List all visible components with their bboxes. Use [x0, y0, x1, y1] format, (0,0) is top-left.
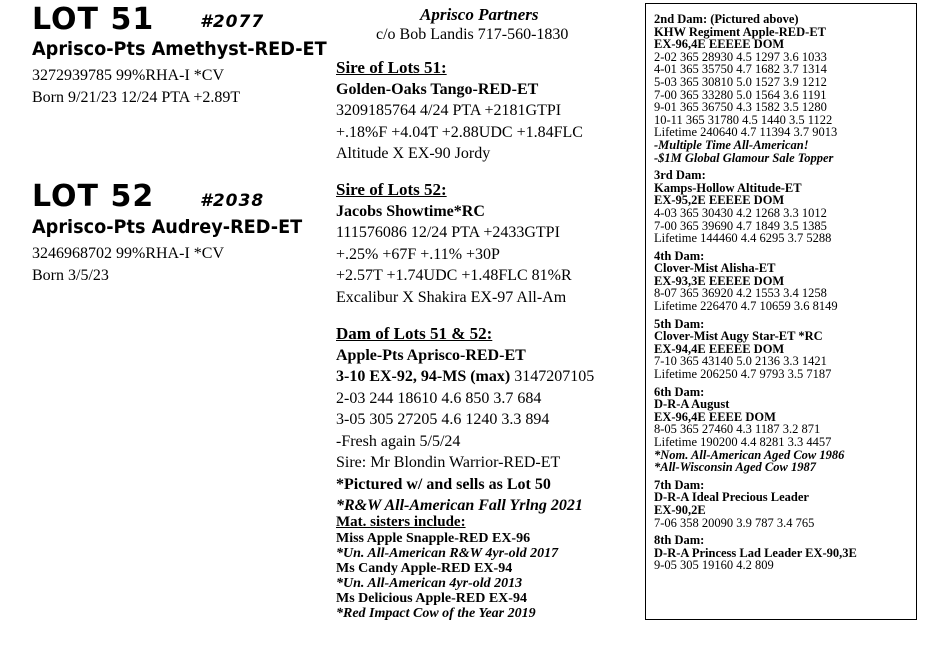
pedigree-classification: EX-93,3E EEEEE DOM	[654, 273, 785, 288]
pedigree-record: Lifetime 144460 4.4 6295 3.7 5288	[654, 231, 832, 246]
lot-52-registration: 3246968702 99%RHA-I *CV	[32, 245, 224, 262]
lot-51-name: Aprisco-Pts Amethyst-RED-ET	[32, 38, 327, 60]
sire-52-name: Jacobs Showtime*RC	[336, 202, 485, 220]
pedigree-record: 8-07 365 36920 4.2 1553 3.4 1258	[654, 286, 827, 301]
pedigree-name: D-R-A August	[654, 397, 730, 412]
pedigree-name: Clover-Mist Alisha-ET	[654, 261, 776, 276]
lot-51-tag: #2077	[200, 12, 265, 32]
pedigree-record: 7-06 358 20090 3.9 787 3.4 765	[654, 515, 815, 530]
sister-note: *Red Impact Cow of the Year 2019	[336, 606, 536, 621]
dam-record-1: 2-03 244 18610 4.6 850 3.7 684	[336, 389, 542, 407]
dam-sire: Sire: Mr Blondin Warrior-RED-ET	[336, 454, 561, 471]
sire-52-line2: +.25% +67F +.11% +30P	[336, 245, 500, 263]
dam-fresh: -Fresh again 5/5/24	[336, 432, 461, 450]
pedigree-record: 9-05 305 19160 4.2 809	[654, 558, 774, 573]
pedigree-record: 10-11 365 31780 4.5 1440 3.5 1122	[654, 112, 833, 127]
maternal-sisters-block	[336, 514, 558, 621]
sire-51-line2: +.18%F +4.04T +2.88UDC +1.84FLC	[336, 123, 583, 141]
pedigree-heading: 5th Dam:	[654, 316, 705, 331]
pedigree-record: 4-03 365 30430 4.2 1268 3.3 1012	[654, 205, 827, 220]
dam-name: Apple-Pts Aprisco-RED-ET	[336, 346, 526, 364]
dam-pictured: *Pictured w/ and sells as Lot 50	[336, 475, 551, 493]
pedigree-record: 7-10 365 43140 5.0 2136 3.3 1421	[654, 354, 827, 369]
pedigree-heading: 2nd Dam: (Pictured above)	[654, 12, 799, 26]
sire-52-block	[336, 179, 572, 308]
dam-registration: 3147207105	[510, 368, 595, 385]
dam-score: 3-10 EX-92, 94-MS (max)	[336, 368, 511, 385]
pedigree-dam	[654, 534, 916, 572]
sire-51-heading: Sire of Lots 51:	[336, 58, 447, 77]
pedigree-record: Lifetime 240640 4.7 11394 3.7 9013	[654, 125, 838, 140]
pedigree-record: 8-05 365 27460 4.3 1187 3.2 871	[654, 422, 821, 437]
pedigree-note: *All-Wisconsin Aged Cow 1987	[654, 460, 816, 475]
pedigree-list	[646, 4, 916, 572]
pedigree-record: Lifetime 226470 4.7 10659 3.6 8149	[654, 299, 838, 314]
pedigree-note: -Multiple Time All-American!	[654, 137, 809, 152]
dam-award: *R&W All-American Fall Yrlng 2021	[336, 497, 583, 514]
pedigree-note: -$1M Global Glamour Sale Topper	[654, 150, 834, 165]
lot-52-label: LOT 52	[32, 179, 155, 214]
sire-52-line3: +2.57T +1.74UDC +1.48FLC 81%R	[336, 267, 572, 284]
pedigree-name: D-R-A Ideal Precious Leader	[654, 490, 809, 505]
pedigree-classification: EX-94,4E EEEEE DOM	[654, 341, 785, 356]
pedigree-record: 4-01 365 35750 4.7 1682 3.7 1314	[654, 62, 827, 77]
dam-record-2: 3-05 305 27205 4.6 1240 3.3 894	[336, 411, 550, 428]
maternal-sisters-list	[336, 531, 558, 621]
pedigree-classification: EX-96,4E EEEE DOM	[654, 409, 776, 424]
sire-52-line1: 111576086 12/24 PTA +2433GTPI	[336, 224, 560, 241]
lot-51-registration: 3272939785 99%RHA-I *CV	[32, 67, 224, 84]
pedigree-name: KHW Regiment Apple-RED-ET	[654, 24, 826, 39]
pedigree-record: 5-03 365 30810 5.0 1527 3.9 1212	[654, 74, 827, 89]
sire-51-line1: 3209185764 4/24 PTA +2181GTPI	[336, 102, 562, 119]
pedigree-name: D-R-A Princess Lad Leader EX-90,3E	[654, 545, 857, 560]
sister-name: Miss Apple Snapple-RED EX-96	[336, 531, 531, 546]
sire-52-line4: Excalibur X Shakira EX-97 All-Am	[336, 288, 567, 306]
pedigree-classification: EX-96,4E EEEEE DOM	[654, 37, 785, 52]
pedigree-record: 2-02 365 28930 4.5 1297 3.6 1033	[654, 49, 827, 64]
pedigree-dam	[654, 250, 916, 313]
pedigree-record: 9-01 365 36750 4.3 1582 3.5 1280	[654, 100, 827, 115]
pedigree-heading: 7th Dam:	[654, 477, 705, 492]
sire-52-heading: Sire of Lots 52:	[336, 180, 447, 199]
pedigree-heading: 6th Dam:	[654, 384, 705, 399]
pedigree-classification: EX-95,2E EEEEE DOM	[654, 193, 785, 208]
lot-52-born: Born 3/5/23	[32, 267, 109, 284]
pedigree-record: 7-00 365 33280 5.0 1564 3.6 1191	[654, 87, 827, 102]
pedigree-classification: EX-90,2E	[654, 502, 706, 517]
pedigree-dam	[654, 318, 916, 381]
pedigree-heading: 3rd Dam:	[654, 168, 706, 183]
consignor-contact: c/o Bob Landis 717-560-1830	[376, 26, 569, 43]
sister-name: Ms Delicious Apple-RED EX-94	[336, 591, 527, 606]
pedigree-dam	[654, 13, 916, 164]
pedigree-box	[645, 3, 917, 620]
sister-name: Ms Candy Apple-RED EX-94	[336, 561, 513, 576]
pedigree-dam	[654, 479, 916, 529]
lot-52-name: Aprisco-Pts Audrey-RED-ET	[32, 216, 303, 238]
sister-note: *Un. All-American R&W 4yr-old 2017	[336, 546, 559, 561]
sire-51-line3: Altitude X EX-90 Jordy	[336, 145, 491, 162]
pedigree-heading: 8th Dam:	[654, 533, 705, 548]
lot-52-tag: #2038	[200, 191, 265, 211]
pedigree-heading: 4th Dam:	[654, 248, 705, 263]
dam-heading: Dam of Lots 51 & 52:	[336, 324, 493, 343]
pedigree-name: Kamps-Hollow Altitude-ET	[654, 180, 802, 195]
sire-51-block	[336, 57, 583, 165]
pedigree-record: 7-00 365 39690 4.7 1849 3.5 1385	[654, 218, 827, 233]
pedigree-dam	[654, 386, 916, 474]
pedigree-record: Lifetime 190200 4.4 8281 3.3 4457	[654, 435, 832, 449]
pedigree-dam	[654, 169, 916, 245]
maternal-sisters-heading: Mat. sisters include:	[336, 514, 466, 530]
pedigree-name: Clover-Mist Augy Star-ET *RC	[654, 329, 823, 344]
lot-51-label: LOT 51	[32, 2, 155, 37]
sister-note: *Un. All-American 4yr-old 2013	[336, 576, 523, 591]
consignor-name: Aprisco Partners	[420, 5, 539, 24]
sire-51-name: Golden-Oaks Tango-RED-ET	[336, 80, 539, 98]
lot-51-born: Born 9/21/23 12/24 PTA +2.89T	[32, 89, 241, 106]
dam-block	[336, 323, 594, 517]
pedigree-note: *Nom. All-American Aged Cow 1986	[654, 447, 845, 462]
dam-score-line	[336, 366, 594, 388]
pedigree-record: Lifetime 206250 4.7 9793 3.5 7187	[654, 367, 832, 382]
